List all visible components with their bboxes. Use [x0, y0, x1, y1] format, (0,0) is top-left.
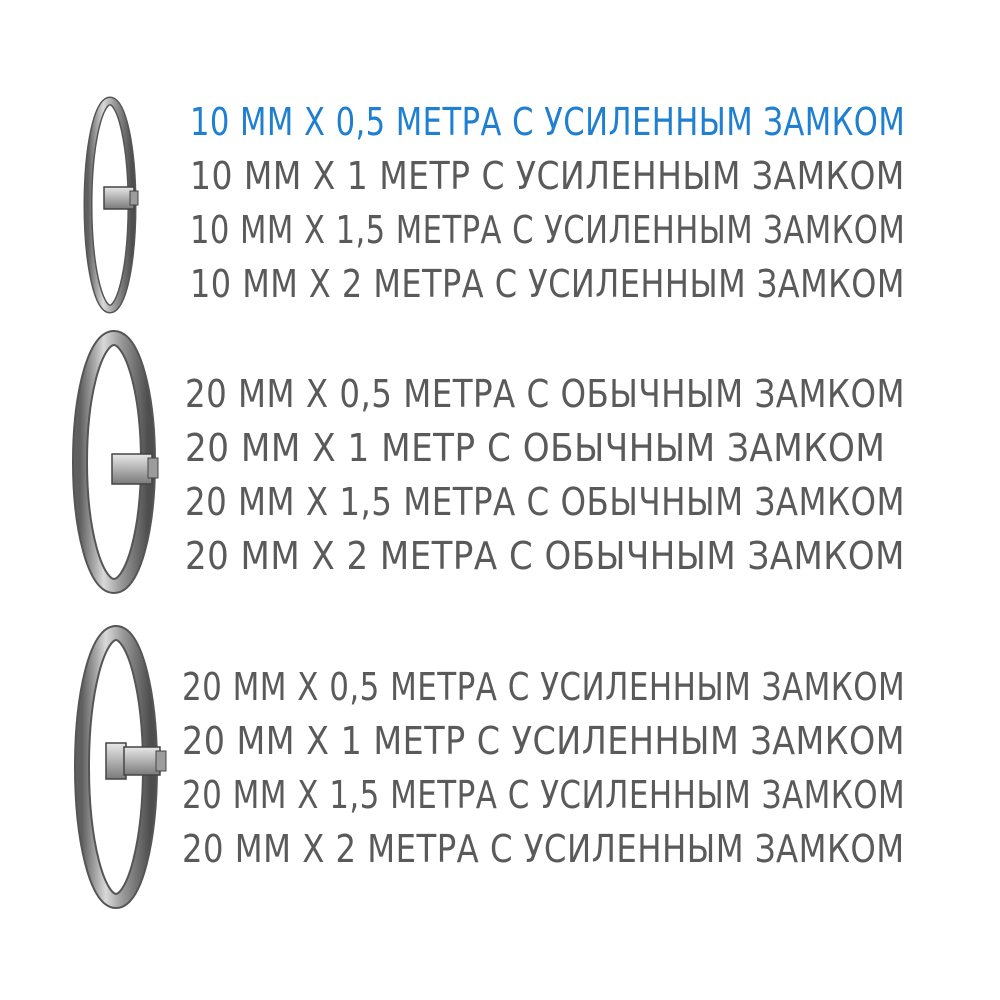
steel-band-clamp-wide-regular-icon: [62, 330, 172, 595]
option-20mm-1m-regular[interactable]: 20 ММ Х 1 МЕТР С ОБЫЧНЫМ ЗАМКОМ: [185, 426, 886, 470]
product-group-20mm-regular: [0, 330, 1000, 595]
option-20mm-1m-reinforced[interactable]: 20 ММ Х 1 МЕТР С УСИЛЕННЫМ ЗАМКОМ: [182, 719, 906, 763]
option-20mm-1-5m-regular[interactable]: 20 ММ Х 1,5 МЕТРА С ОБЫЧНЫМ ЗАМКОМ: [185, 480, 906, 524]
option-20mm-0-5m-regular[interactable]: 20 ММ Х 0,5 МЕТРА С ОБЫЧНЫМ ЗАМКОМ: [185, 372, 906, 416]
product-group-10mm-reinforced: [0, 95, 1000, 315]
option-10mm-1m-reinforced[interactable]: 10 ММ Х 1 МЕТР С УСИЛЕННЫМ ЗАМКОМ: [190, 154, 905, 198]
option-20mm-2m-regular[interactable]: 20 ММ Х 2 МЕТРА С ОБЫЧНЫМ ЗАМКОМ: [185, 534, 905, 578]
product-group-20mm-reinforced: [0, 625, 1000, 910]
steel-band-clamp-wide-reinforced-icon: [62, 625, 172, 910]
option-10mm-0-5m-reinforced[interactable]: 10 ММ Х 0,5 МЕТРА С УСИЛЕННЫМ ЗАМКОМ: [190, 100, 906, 144]
option-20mm-1-5m-reinforced[interactable]: 20 ММ Х 1,5 МЕТРА С УСИЛЕННЫМ ЗАМКОМ: [182, 773, 906, 817]
option-20mm-2m-reinforced[interactable]: 20 ММ Х 2 МЕТРА С УСИЛЕННЫМ ЗАМКОМ: [182, 827, 905, 871]
option-20mm-0-5m-reinforced[interactable]: 20 ММ Х 0,5 МЕТРА С УСИЛЕННЫМ ЗАМКОМ: [182, 665, 906, 709]
option-10mm-1-5m-reinforced[interactable]: 10 ММ Х 1,5 МЕТРА С УСИЛЕННЫМ ЗАМКОМ: [190, 208, 906, 252]
option-10mm-2m-reinforced[interactable]: 10 ММ Х 2 МЕТРА С УСИЛЕННЫМ ЗАМКОМ: [190, 262, 905, 306]
steel-band-clamp-narrow-icon: [72, 95, 152, 315]
